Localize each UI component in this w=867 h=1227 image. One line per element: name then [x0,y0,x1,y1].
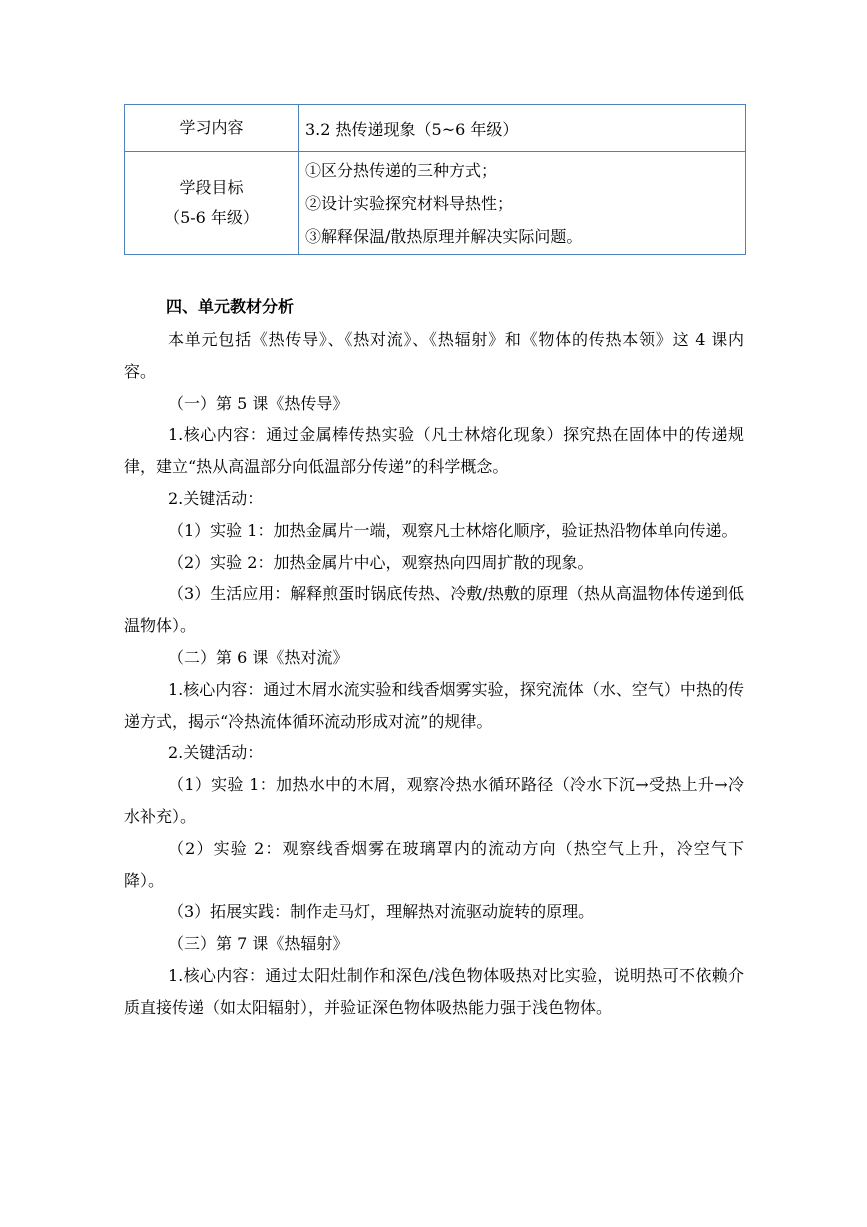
lesson5-activity-2: （2）实验 2：加热金属片中心，观察热向四周扩散的现象。 [168,552,594,572]
lesson5-activity-3: （3）生活应用：解释煎蛋时锅底传热、冷敷/热敷的原理（热从高温物体传递到低温物体）。 [124,584,744,636]
lesson5-title: （一）第 5 课《热传导》 [168,393,349,413]
section-body [124,324,744,1024]
intro-paragraph: 本单元包括《热传导》、《热对流》、《热辐射》和《物体的传热本领》这 4 课内容。 [124,330,744,381]
lesson5-activity-1: （1）实验 1：加热金属片一端，观察凡士林熔化顺序，验证热沿物体单向传递。 [168,520,738,540]
table-row [125,105,746,152]
lesson6-key: 2.关键活动： [168,743,264,763]
lesson6-activity-2: （2）实验 2：观察线香烟雾在玻璃罩内的流动方向（热空气上升，冷空气下降）。 [124,838,744,890]
stage-goal-list [299,152,746,255]
stage-goal-label-line1: 学段目标 [179,178,244,197]
lesson5-core: 1.核心内容：通过金属棒传热实验（凡士林熔化现象）探究热在固体中的传递规律，建立“热从高温部分向低温部分传递”的科学概念。 [124,425,744,477]
learning-objectives-table [124,104,746,255]
lesson7-title: （三）第 7 课《热辐射》 [168,934,349,954]
learning-content-label: 学习内容 [125,105,299,152]
table-row [125,152,746,255]
lesson5-key: 2.关键活动： [168,488,264,508]
goal-item: ①区分热传递的三种方式； [305,160,498,180]
section-heading: 四、单元教材分析 [166,297,295,316]
lesson6-core: 1.核心内容：通过木屑水流实验和线香烟雾实验，探究流体（水、空气）中热的传递方式，揭示“冷热流体循环流动形成对流”的规律。 [124,679,744,731]
lesson6-activity-3: （3）拓展实践：制作走马灯，理解热对流驱动旋转的原理。 [168,902,595,922]
lesson7-core: 1.核心内容：通过太阳灶制作和深色/浅色物体吸热对比实验，说明热可不依赖介质直接传递（如太阳辐射），并验证深色物体吸热能力强于浅色物体。 [124,965,744,1017]
lesson6-activity-1: （1）实验 1：加热水中的木屑，观察冷热水循环路径（冷水下沉→受热上升→冷水补充）。 [124,775,744,826]
stage-goal-label [125,152,299,255]
learning-content-value: 3.2 热传递现象（5~6 年级） [299,105,746,152]
goal-item: ③解释保温/散热原理并解决实际问题。 [305,226,583,246]
lesson6-title: （二）第 6 课《热对流》 [168,647,349,667]
goal-item: ②设计实验探究材料导热性； [305,193,514,213]
stage-goal-label-line2: （5-6 年级） [164,208,259,227]
